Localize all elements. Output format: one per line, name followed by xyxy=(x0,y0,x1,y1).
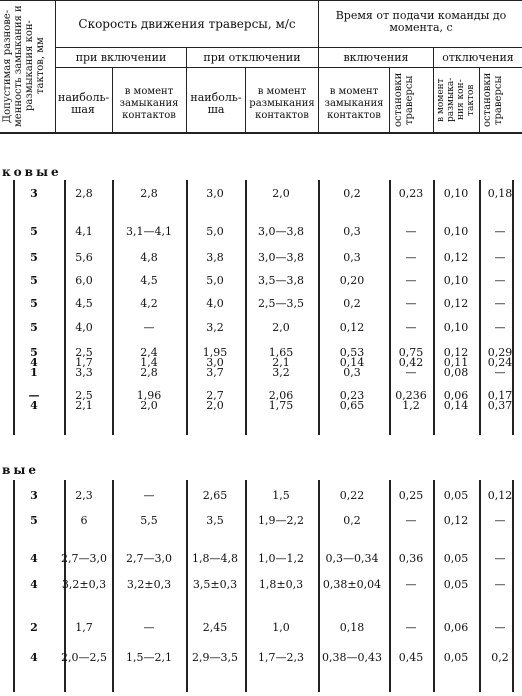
table-cell: 0,10 xyxy=(443,321,469,334)
table-cell: 2,0 xyxy=(206,399,224,412)
table-cell: — xyxy=(494,366,506,379)
table-cell: 3,7 xyxy=(206,366,224,379)
table-cell: 5 xyxy=(30,297,38,310)
table-cell: 1,7 xyxy=(75,356,93,369)
table-cell: 4,0 xyxy=(206,297,224,310)
header-divider-8 xyxy=(479,67,480,134)
section-1-label: ковые xyxy=(2,165,62,179)
table-cell: 1,4 xyxy=(140,356,158,369)
header-divider-4 xyxy=(245,67,246,134)
table-cell: 2,0 xyxy=(272,321,290,334)
table-cell: 5,0 xyxy=(206,274,224,287)
table-cell: 4,1 xyxy=(75,225,93,238)
table-cell: 0,23 xyxy=(398,187,424,200)
table-cell: — xyxy=(143,489,155,502)
table-cell: 0,12 xyxy=(443,251,469,264)
table-cell: 2,8 xyxy=(140,187,158,200)
table-cell: 3,5—3,8 xyxy=(258,274,304,287)
header-off: при отключении xyxy=(203,51,301,64)
table-cell: 5 xyxy=(30,274,38,287)
header-speed-group: Скорость движения траверсы, м/с xyxy=(78,17,296,31)
table-cell: 1,95 xyxy=(202,346,228,359)
table-cell: 0,38—0,43 xyxy=(322,651,382,664)
table-cell: 2,0—2,5 xyxy=(61,651,107,664)
table-cell: 0,06 xyxy=(443,389,469,402)
table-cell: 0,14 xyxy=(339,356,365,369)
table-cell: — xyxy=(494,297,506,310)
table-cell: 6,0 xyxy=(75,274,93,287)
table-cell: 4 xyxy=(30,399,38,412)
header-t-close-moment: в момент замыкания контактов xyxy=(324,86,384,121)
header-subgroup-rule xyxy=(55,67,522,68)
table-cell: — xyxy=(494,552,506,565)
header-t-open-moment: в момент размыка-ния кон-тактов xyxy=(436,77,476,123)
table-cell: 3,2±0,3 xyxy=(61,578,107,591)
table-cell: 2,5—3,5 xyxy=(258,297,304,310)
table-cell: 0,42 xyxy=(398,356,424,369)
table-cell: — xyxy=(28,389,40,402)
header-divider-5 xyxy=(318,0,319,134)
table-cell: 5 xyxy=(30,346,38,359)
table-cell: 1,0 xyxy=(272,621,290,634)
table-cell: 3 xyxy=(30,187,38,200)
table-cell: 2,5 xyxy=(75,346,93,359)
header-t-stop-off: остановки траверсы xyxy=(482,72,504,128)
table-cell: 2,0 xyxy=(140,399,158,412)
table-cell: 0,05 xyxy=(443,489,469,502)
table-cell: — xyxy=(143,621,155,634)
table-cell: 0,08 xyxy=(443,366,469,379)
header-t-stop-on: остановки траверсы xyxy=(393,72,415,128)
table-cell: 1,75 xyxy=(268,399,294,412)
table-cell: 1,8—4,8 xyxy=(192,552,238,565)
table-cell: 0,38±0,04 xyxy=(322,578,382,591)
table-cell: 4,0 xyxy=(75,321,93,334)
table-cell: 0,2 xyxy=(491,651,509,664)
table-cell: 0,11 xyxy=(443,356,469,369)
table-cell: 2,5 xyxy=(75,389,93,402)
table-cell: 5 xyxy=(30,225,38,238)
table-cell: 3,5 xyxy=(206,514,224,527)
table-cell: — xyxy=(405,578,417,591)
table-cell: 2,7—3,0 xyxy=(61,552,107,565)
table-cell: 4 xyxy=(30,356,38,369)
table-cell: 3,2 xyxy=(272,366,290,379)
table-cell: 0,3 xyxy=(343,251,361,264)
table-cell: 5 xyxy=(30,514,38,527)
table-cell: 0,12 xyxy=(443,346,469,359)
table-cell: 0,25 xyxy=(398,489,424,502)
table-cell: 3,0 xyxy=(206,356,224,369)
table-cell: 0,10 xyxy=(443,187,469,200)
table-cell: 2,3 xyxy=(75,489,93,502)
header-divider-1 xyxy=(55,0,56,134)
header-max-off: наиболь-ша xyxy=(190,91,242,116)
table-cell: 4,5 xyxy=(140,274,158,287)
table-cell: 0,12 xyxy=(339,321,365,334)
table-cell: 6 xyxy=(80,514,88,527)
table-cell: 4,2 xyxy=(140,297,158,310)
table-cell: — xyxy=(405,251,417,264)
table-cell: 0,53 xyxy=(339,346,365,359)
table-cell: 2,4 xyxy=(140,346,158,359)
table-cell: 3 xyxy=(30,489,38,502)
table-cell: — xyxy=(494,578,506,591)
table-cell: 1,7 xyxy=(75,621,93,634)
header-t-on: включения xyxy=(343,51,409,64)
header-on: при включении xyxy=(75,51,167,64)
section-2-label: вые xyxy=(2,463,40,477)
table-cell: — xyxy=(405,225,417,238)
header-time-group: Время от подачи команды до момента, с xyxy=(335,9,507,34)
table-cell: 0,18 xyxy=(339,621,365,634)
table-cell: — xyxy=(494,514,506,527)
table-cell: 0,10 xyxy=(443,225,469,238)
table-cell: 2,9—3,5 xyxy=(192,651,238,664)
section1_rows-col-rule-0 xyxy=(13,180,15,435)
table-cell: 1,5 xyxy=(272,489,290,502)
table-cell: 0,12 xyxy=(443,297,469,310)
table-cell: 2,45 xyxy=(202,621,228,634)
table-cell: 0,75 xyxy=(398,346,424,359)
header-divider-2 xyxy=(112,67,113,134)
table-cell: 0,12 xyxy=(487,489,513,502)
table-cell: 0,05 xyxy=(443,578,469,591)
table-cell: — xyxy=(405,621,417,634)
table-cell: 1,2 xyxy=(402,399,420,412)
table-cell: 4 xyxy=(30,578,38,591)
header-bottom-rule xyxy=(0,132,522,134)
table-cell: 4 xyxy=(30,651,38,664)
table-cell: 1,96 xyxy=(136,389,162,402)
header-tolerance: Допустимая разнове-менность замыкания и размыкания кон-тактов, мм xyxy=(2,5,46,127)
table-cell: 1,0—1,2 xyxy=(258,552,304,565)
table-cell: 3,0—3,8 xyxy=(258,225,304,238)
table-cell: 2,7—3,0 xyxy=(126,552,172,565)
table-cell: — xyxy=(494,621,506,634)
table-cell: 0,18 xyxy=(487,187,513,200)
table-cell: 0,23 xyxy=(339,389,365,402)
header-top-rule xyxy=(0,0,522,1)
table-cell: 0,2 xyxy=(343,514,361,527)
table-cell: — xyxy=(405,274,417,287)
table-cell: 5 xyxy=(30,321,38,334)
table-cell: 0,236 xyxy=(395,389,427,402)
table-cell: — xyxy=(494,251,506,264)
table-cell: 2,0 xyxy=(272,187,290,200)
table-cell: — xyxy=(143,321,155,334)
header-group-rule xyxy=(55,47,522,48)
table-cell: 1,65 xyxy=(268,346,294,359)
table-cell: 0,2 xyxy=(343,297,361,310)
table-cell: 0,12 xyxy=(443,514,469,527)
table-cell: 1 xyxy=(30,366,38,379)
table-cell: 2,06 xyxy=(268,389,294,402)
header-max-on: наиболь-шая xyxy=(58,91,110,116)
table-cell: — xyxy=(405,366,417,379)
table-cell: — xyxy=(405,297,417,310)
table-cell: 0,3—0,34 xyxy=(325,552,379,565)
table-cell: 2,1 xyxy=(272,356,290,369)
table-cell: 0,3 xyxy=(343,225,361,238)
table-cell: 5,0 xyxy=(206,225,224,238)
table-cell: 5 xyxy=(30,251,38,264)
table-cell: 0,14 xyxy=(443,399,469,412)
table-cell: 3,5±0,3 xyxy=(192,578,238,591)
table-cell: 2,65 xyxy=(202,489,228,502)
table-cell: — xyxy=(494,225,506,238)
table-cell: — xyxy=(405,514,417,527)
table-cell: 0,45 xyxy=(398,651,424,664)
table-cell: 3,2 xyxy=(206,321,224,334)
table-cell: 5,5 xyxy=(140,514,158,527)
table-cell: 5,6 xyxy=(75,251,93,264)
table-cell: 0,36 xyxy=(398,552,424,565)
table-cell: 0,22 xyxy=(339,489,365,502)
table-cell: 3,1—4,1 xyxy=(126,225,172,238)
table-cell: 0,05 xyxy=(443,552,469,565)
table-cell: 2,1 xyxy=(75,399,93,412)
table-cell: 3,3 xyxy=(75,366,93,379)
table-cell: 0,17 xyxy=(487,389,513,402)
table-cell: 0,06 xyxy=(443,621,469,634)
header-divider-6 xyxy=(389,67,390,134)
table-cell: 2,8 xyxy=(140,366,158,379)
table-cell: — xyxy=(494,321,506,334)
table-cell: 2 xyxy=(30,621,38,634)
table-cell: 4,5 xyxy=(75,297,93,310)
table-cell: — xyxy=(494,274,506,287)
table-cell: 4 xyxy=(30,552,38,565)
table-cell: 3,8 xyxy=(206,251,224,264)
table-cell: 0,05 xyxy=(443,651,469,664)
table-cell: 0,37 xyxy=(487,399,513,412)
table-cell: 0,24 xyxy=(487,356,513,369)
table-cell: 2,8 xyxy=(75,187,93,200)
table-cell: 1,7—2,3 xyxy=(258,651,304,664)
table-cell: 1,9—2,2 xyxy=(258,514,304,527)
table-cell: 1,8±0,3 xyxy=(258,578,304,591)
table-cell: 2,7 xyxy=(206,389,224,402)
table-cell: 3,0—3,8 xyxy=(258,251,304,264)
header-close-moment: в момент замыкания контактов xyxy=(119,86,179,121)
table-cell: 3,0 xyxy=(206,187,224,200)
table-cell: 0,20 xyxy=(339,274,365,287)
table-cell: 3,2±0,3 xyxy=(126,578,172,591)
table-cell: 0,3 xyxy=(343,366,361,379)
table-cell: 0,2 xyxy=(343,187,361,200)
table-cell: 0,10 xyxy=(443,274,469,287)
table-cell: 1,5—2,1 xyxy=(126,651,172,664)
section2_rows-col-rule-0 xyxy=(13,480,15,692)
table-cell: — xyxy=(405,321,417,334)
header-open-moment: в момент размыкания контактов xyxy=(249,86,315,121)
header-t-off: отключения xyxy=(442,51,514,64)
table-cell: 4,8 xyxy=(140,251,158,264)
table-cell: 0,29 xyxy=(487,346,513,359)
table-cell: 0,65 xyxy=(339,399,365,412)
